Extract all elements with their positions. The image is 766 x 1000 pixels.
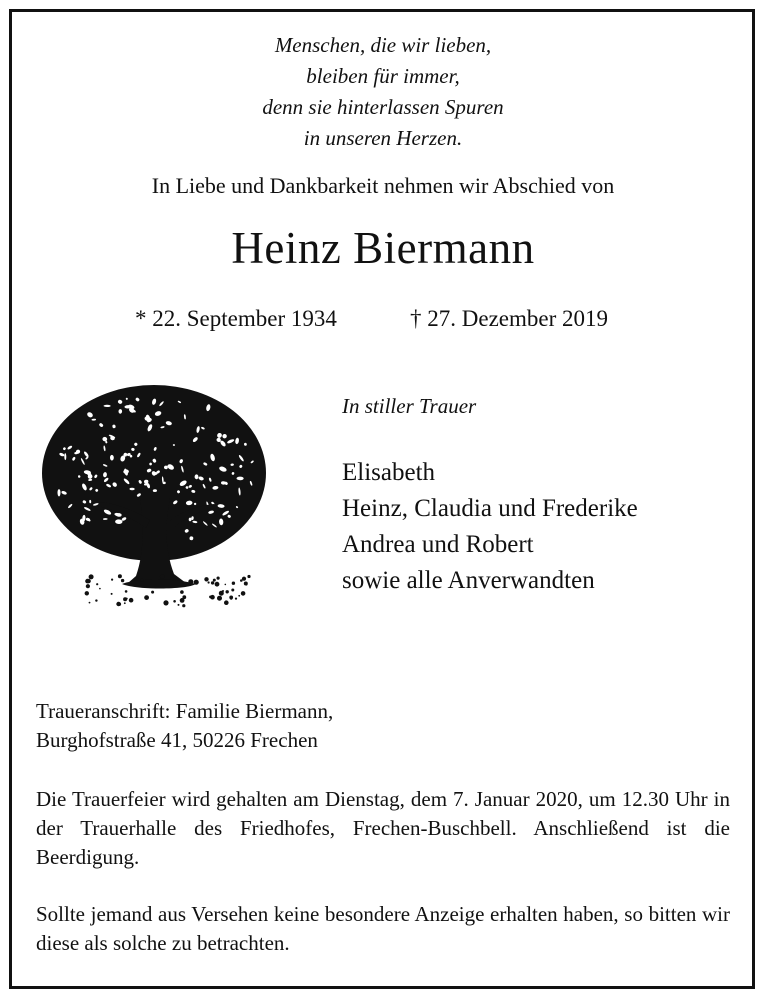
mourners-list bbox=[342, 455, 638, 599]
motto-verse bbox=[0, 30, 766, 154]
mourning-heading: In stiller Trauer bbox=[342, 394, 477, 418]
death-date: † 27. Dezember 2019 bbox=[410, 306, 608, 331]
deceased-name: Heinz Biermann bbox=[231, 223, 535, 273]
notice-text: Sollte jemand aus Versehen keine besondere Anzeige erhalten haben, so bitten wir diese als solche zu betrachten. bbox=[36, 902, 730, 955]
birth-date: * 22. September 1934 bbox=[135, 306, 337, 331]
mourning-address bbox=[36, 697, 333, 755]
mourner-name: Heinz, Claudia und Frederike bbox=[342, 495, 638, 522]
motto-line: bleiben für immer, bbox=[306, 64, 460, 88]
funeral-details: Die Trauerfeier wird gehalten am Dienstag, dem 7. Januar 2020, um 12.30 Uhr in der Trauerhalle des Friedhofes, Frechen-Buschbell. Anschließend ist die Beerdigung. bbox=[36, 787, 730, 869]
mourner-name: sowie alle Anverwandten bbox=[342, 567, 595, 594]
motto-line: denn sie hinterlassen Spuren bbox=[262, 95, 504, 119]
address-line: Traueranschrift: Familie Biermann, bbox=[36, 699, 334, 723]
address-line: Burghofstraße 41, 50226 Frechen bbox=[36, 728, 318, 752]
mourner-name: Andrea und Robert bbox=[342, 531, 534, 558]
motto-line: Menschen, die wir lieben, bbox=[274, 33, 492, 57]
motto-line: in unseren Herzen. bbox=[303, 126, 463, 150]
tree-icon bbox=[36, 378, 268, 610]
intro-text: In Liebe und Dankbarkeit nehmen wir Abschied von bbox=[151, 173, 615, 198]
mourner-name: Elisabeth bbox=[342, 459, 436, 486]
